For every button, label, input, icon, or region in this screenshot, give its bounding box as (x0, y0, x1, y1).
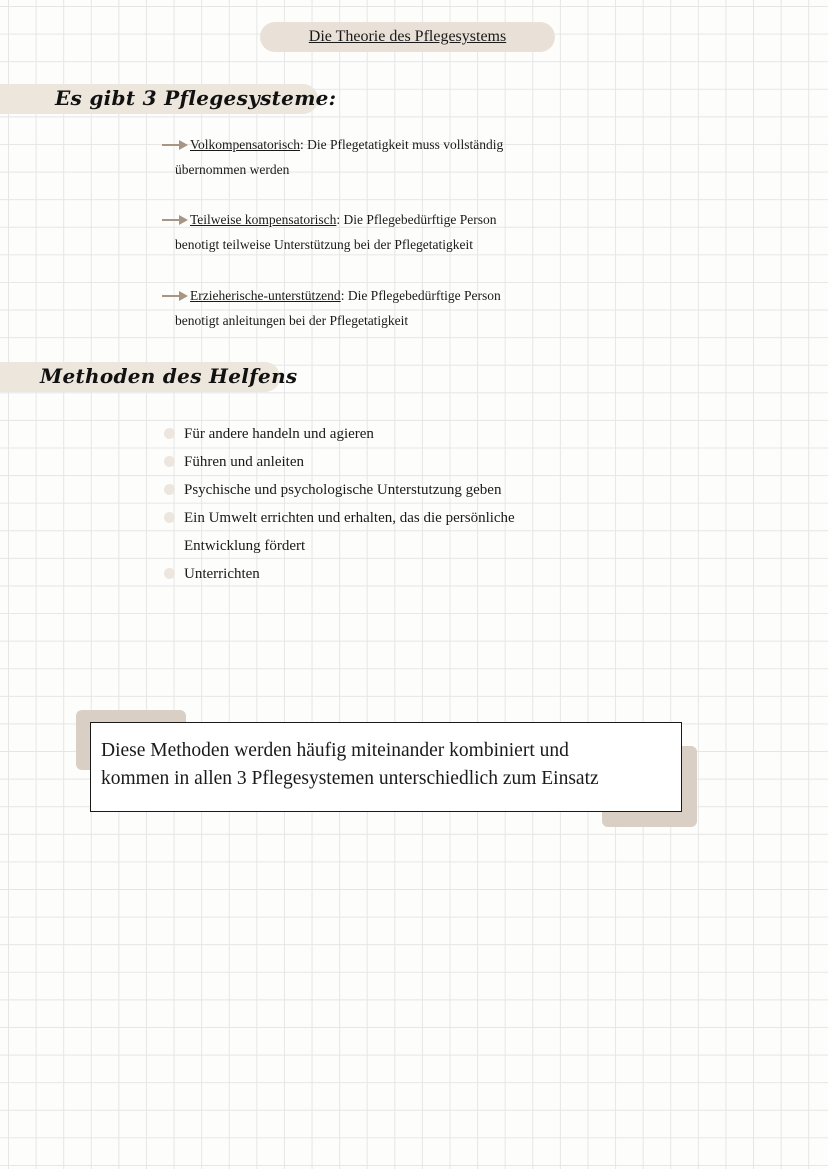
system-description: : Die Pflegebedürftige Person (340, 288, 501, 303)
summary-note-box (90, 722, 682, 812)
section-heading-methoden: Methoden des Helfens (40, 364, 298, 388)
system-term: Volkompensatorisch (190, 137, 300, 152)
list-item: Psychische und psychologische Unterstutzung geben (164, 476, 584, 504)
system-description-continued: benotigt teilweise Unterstützung bei der Pflegetatigkeit (175, 237, 474, 252)
list-item (160, 132, 580, 182)
list-item: Ein Umwelt errichten und erhalten, das die persönliche Entwicklung fördert (164, 504, 564, 560)
page-title-pill (260, 22, 555, 52)
system-description-continued: benotigt anleitungen bei der Pflegetatigkeit (175, 313, 409, 328)
list-item (160, 207, 580, 257)
system-description-continued: übernommen werden (175, 162, 290, 177)
system-term: Teilweise kompensatorisch (190, 212, 337, 227)
page-title: Die Theorie des Pflegesystems (308, 28, 507, 45)
arrow-right-icon (160, 291, 188, 301)
section-heading-pflegesysteme: Es gibt 3 Pflegesysteme: (55, 86, 337, 110)
system-description: : Die Pflegetatigkeit muss vollständig (300, 137, 504, 152)
list-item (160, 283, 580, 333)
system-description: : Die Pflegebedürftige Person (336, 212, 497, 227)
system-term: Erzieherische-unterstützend (190, 288, 341, 303)
arrow-right-icon (160, 140, 188, 150)
summary-note-line: kommen in allen 3 Pflegesystemen unterschiedlich zum Einsatz (101, 768, 599, 789)
list-item: Führen und anleiten (164, 448, 584, 476)
arrow-right-icon (160, 215, 188, 225)
summary-note-line: Diese Methoden werden häufig miteinander kombiniert und (101, 740, 569, 761)
list-item: Unterrichten (164, 560, 584, 588)
list-item: Für andere handeln und agieren (164, 420, 584, 448)
methods-list (164, 420, 584, 588)
